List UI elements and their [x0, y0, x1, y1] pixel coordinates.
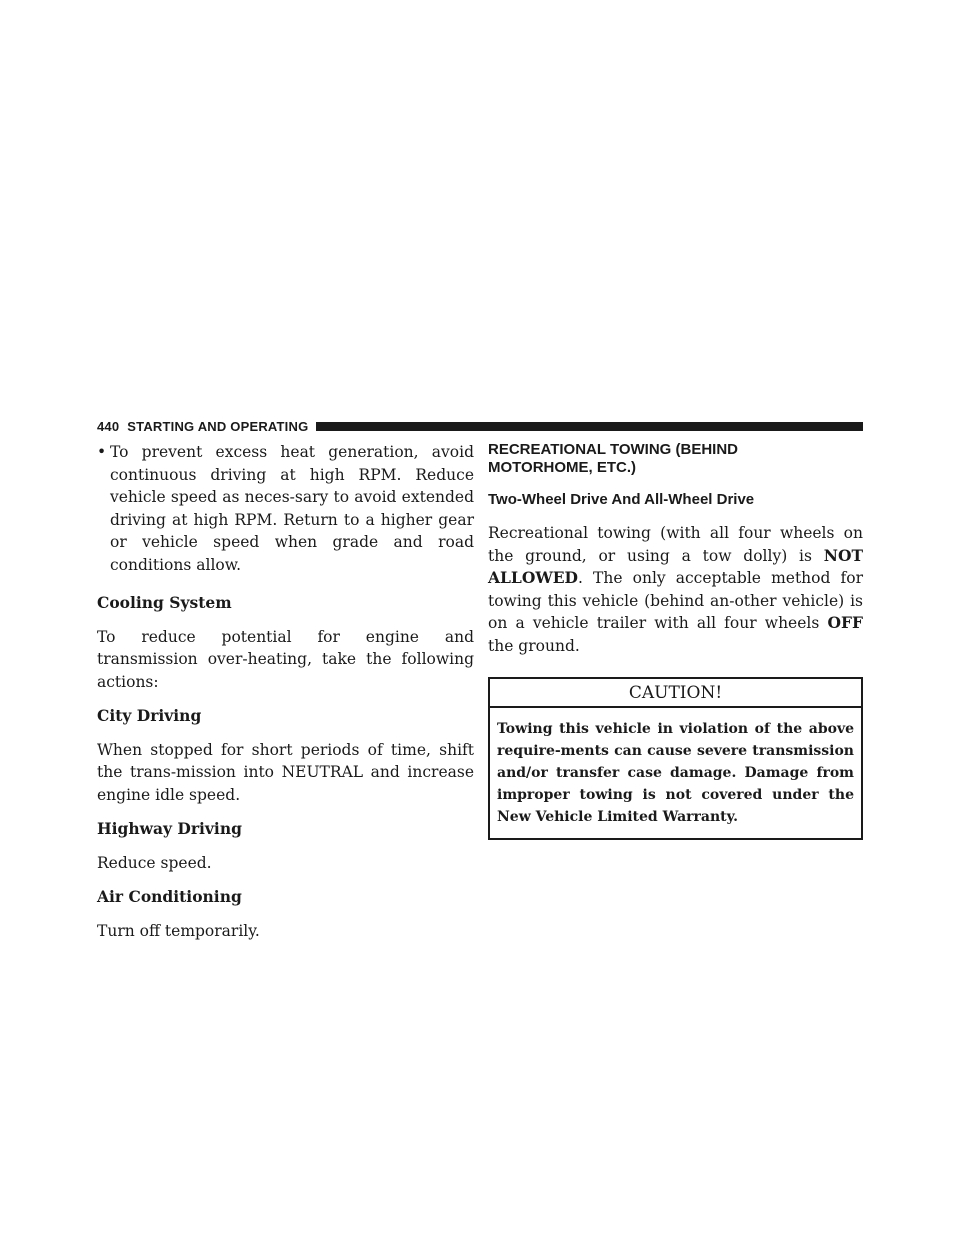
page-header: [97, 418, 863, 434]
caution-body: [490, 708, 861, 838]
caution-title: CAUTION!: [490, 679, 861, 708]
para-text-1: Recreational towing (with all four wheels on the ground, or using a tow dolly) is: [488, 524, 863, 565]
caution-text: Towing this vehicle in violation of the above require-ments can cause severe transmission and/or transfer case damage. Damage from improper towing is not covered under the New Vehicle Limited Warranty.: [497, 721, 854, 825]
right-column: [488, 441, 863, 840]
bullet-text: To prevent excess heat generation, avoid continuous driving at high RPM. Reduce vehicle speed as neces-sary to avoid extended driving at high RPM. Return to a higher gear or vehicle speed when grade and road conditions allow.: [110, 443, 474, 574]
highway-text: Reduce speed.: [97, 853, 212, 872]
title-line-1: RECREATIONAL TOWING (BEHIND: [488, 441, 738, 458]
recreational-towing-title: [488, 441, 863, 477]
ac-heading: Air Conditioning: [97, 887, 242, 906]
caution-box: [488, 677, 863, 840]
title-line-2: MOTORHOME, ETC.): [488, 459, 637, 476]
bullet-item: [97, 441, 474, 576]
cooling-heading: Cooling System: [97, 593, 232, 612]
para-text-3: the ground.: [488, 636, 580, 655]
not-allowed-text: NOT ALLOWED: [488, 545, 863, 587]
highway-heading: Highway Driving: [97, 819, 242, 838]
city-heading: City Driving: [97, 706, 202, 725]
ac-text: Turn off temporarily.: [97, 921, 260, 940]
header-rule: [316, 422, 863, 431]
off-text: OFF: [827, 613, 863, 632]
page-number: 440: [97, 418, 120, 434]
bullet-dot: •: [97, 443, 107, 461]
para-text-2: . The only acceptable method for towing this vehicle (behind an-other vehicle) is on a vehicle trailer with all four wheels: [488, 569, 863, 632]
city-text: When stopped for short periods of time, shift the trans-mission into NEUTRAL and increase engine idle speed.: [97, 740, 474, 804]
drive-subtitle: Two-Wheel Drive And All-Wheel Drive: [488, 491, 755, 508]
left-column: [97, 441, 474, 942]
section-title: STARTING AND OPERATING: [127, 418, 309, 434]
cooling-text: To reduce potential for engine and transmission over-heating, take the following actions:: [97, 627, 474, 691]
towing-paragraph: [488, 522, 863, 657]
